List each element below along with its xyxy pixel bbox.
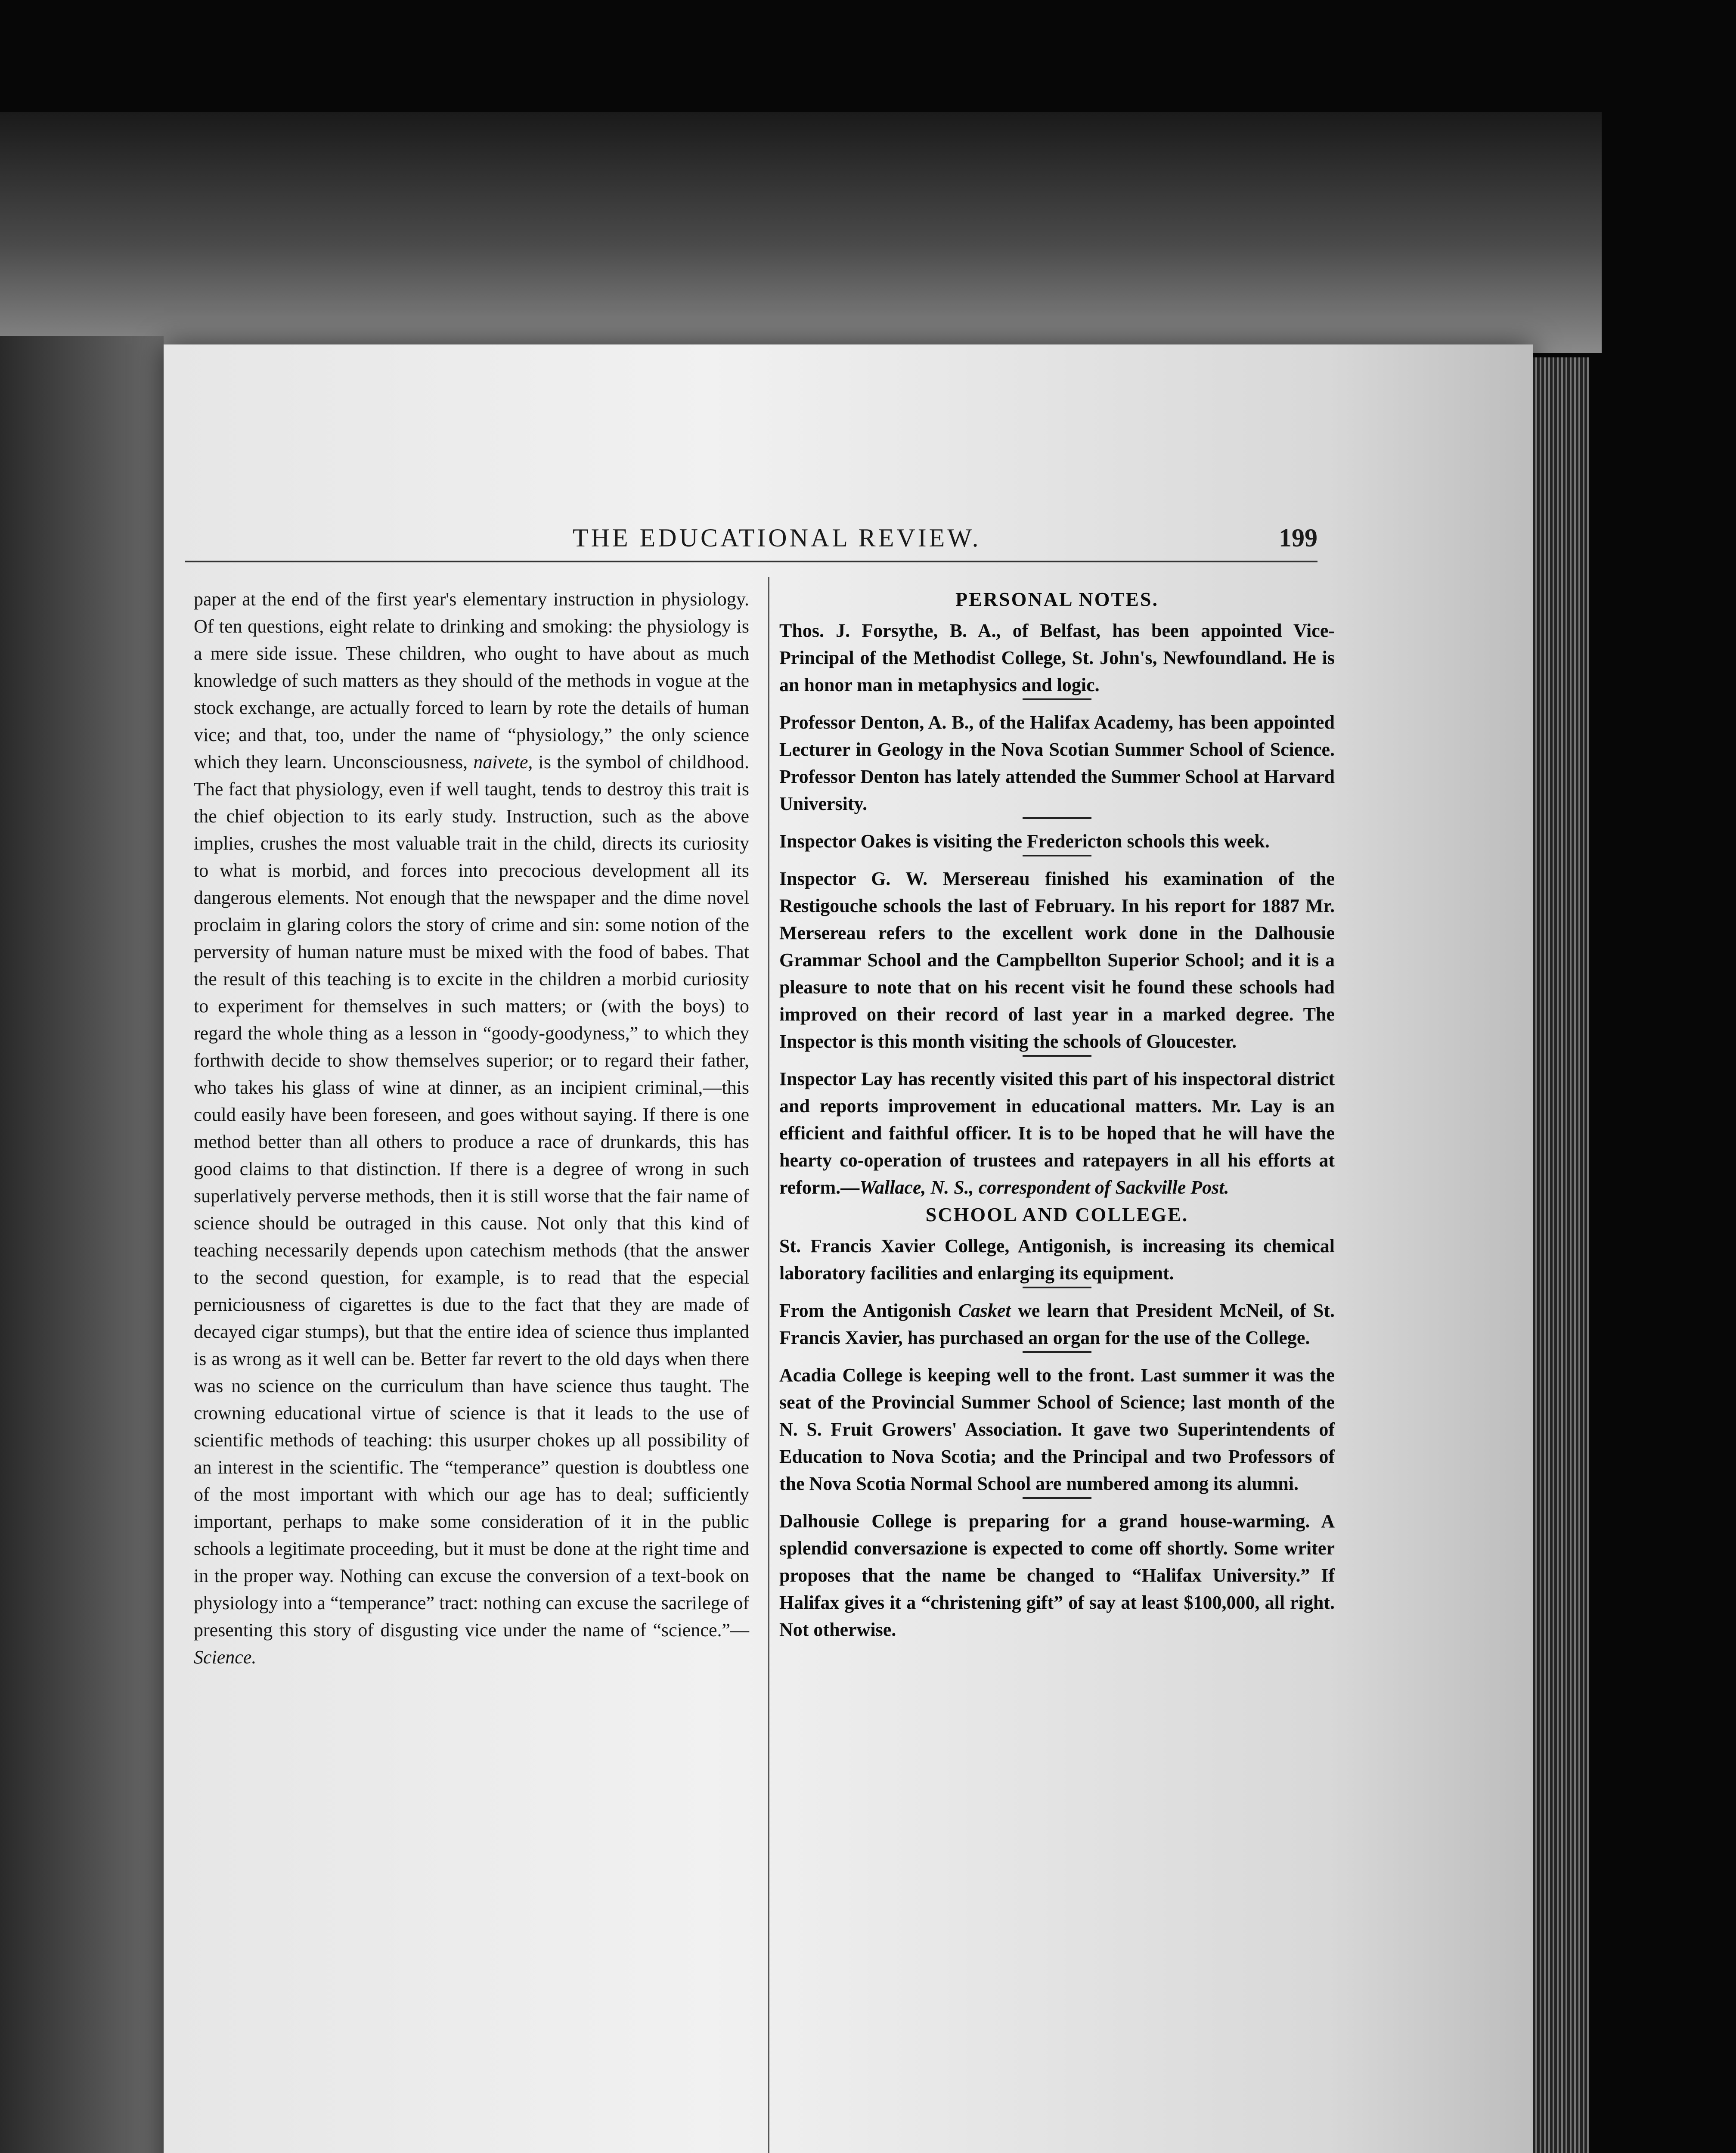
microfilm-border-left — [0, 336, 164, 2153]
section-title-personal-notes: PERSONAL NOTES. — [955, 588, 1159, 610]
personal-note: Inspector G. W. Mersereau finished his examination of the Restigouche schools the last of February. In his report for 1887 Mr. Mersereau refers to the excellent work done in the Dalhousie Grammar School and the Campbellton Superior School; and it is a pleasure to note that on his recent visit he found these schools had improved on their record of last year in a marked degree. The Inspector is this month visiting the schools of Gloucester. — [779, 868, 1335, 1052]
note-separator — [1023, 817, 1091, 819]
personal-note-text: Inspector Lay has recently visited this part of his inspectoral district and reports improvement in educational matters. Mr. Lay is an efficient and faithful officer. It is to be hoped that he will have the hearty co-operation of trustees and ratepayers in all his efforts at reform.— — [779, 1068, 1335, 1198]
section-title-school-and-college: SCHOOL AND COLLEGE. — [925, 1204, 1189, 1225]
college-note-italic-casket: Casket — [958, 1300, 1011, 1321]
article-continuation — [194, 586, 749, 1671]
article-source: Science. — [194, 1647, 257, 1668]
right-column — [779, 586, 1335, 1643]
note-separator — [1023, 1055, 1091, 1057]
personal-note-source: Wallace, N. S., correspondent of Sackville Post. — [859, 1177, 1229, 1198]
note-separator — [1023, 698, 1091, 700]
microfilm-border-top — [0, 112, 1602, 353]
college-note: St. Francis Xavier College, Antigonish, is increasing its chemical laboratory facilities and enlarging its equipment. — [779, 1235, 1335, 1284]
article-text-part-2: is the symbol of childhood. The fact that physiology, even if well taught, tends to destroy this trait is the chief objection to its early study. Instruction, such as the above implies, crushes the most valuable trait in the child, directs its curiosity to what is morbid, and forces into precocious development all its dangerous elements. Not enough that the newspaper and the dime novel proclaim in glaring colors the story of crime and sin: some notion of the perversity of human nature must be mixed with the food of babes. That the result of this teaching is to excite in the children a morbid curiosity to experiment for themselves in such matters; or (with the boys) to regard the whole thing as a lesson in “goody-goodyness,” to which they forthwith decide to show themselves superior; or to regard their father, who takes his glass of wine at dinner, as an incipient criminal,—this could easily have been foreseen, and goes without saying. If there is one method better than all others to produce a race of drunkards, this has good claims to that distinction. If there is a degree of wrong in such superlatively perverse methods, then it is still worse that the fair name of science should be outraged in this cause. Not only that this kind of teaching necessarily depends upon catechism methods (that the answer to the second question, for example, is to read that the especial perniciousness of cigarettes is due to the fact that they are made of decayed cigar stumps), but that the entire idea of science thus implanted is as wrong as it well can be. Better far revert to the old days when there was no science on the curriculum than have science thus taught. The crowning educational virtue of science is that it leads to the use of scientific methods of teaching: this usurper chokes up all possibility of an interest in the scientific. The “temperance” question is doubtless one of the most important with which our age has to deal; sufficiently important, perhaps to make some consideration of it in the public schools a legitimate proceeding, but it must be done at the right time and in the proper way. Nothing can excuse the conversion of a text-book on physiology into a “temperance” tract: nothing can excuse the sacrilege of presenting this story of disgusting vice under the name of “science.”— — [194, 751, 749, 1641]
personal-note: Professor Denton, A. B., of the Halifax Academy, has been appointed Lecturer in Geology in the Nova Scotian Summer School of Science. Professor Denton has lately attended the Summer School at Harvard University. — [779, 712, 1335, 814]
page-number: 199 — [1279, 524, 1318, 552]
college-note — [779, 1297, 1335, 1351]
running-head — [431, 523, 1318, 553]
college-note-text: From the Antigonish — [779, 1300, 951, 1321]
college-note: Acadia College is keeping well to the front. Last summer it was the seat of the Provincial Summer School of Science; last month of the N. S. Fruit Growers' Association. It gave two Superintendents of Education to Nova Scotia; and the Principal and two Professors of the Nova Scotia Normal School are numbered among its alumni. — [779, 1365, 1335, 1494]
personal-note: Inspector Oakes is visiting the Fredericton schools this week. — [779, 831, 1270, 852]
book-page-edges — [1533, 357, 1589, 2153]
college-note: Dalhousie College is preparing for a grand house-warming. A splendid conversazione is expected to come off shortly. Some writer proposes that the name be changed to “Halifax University.” If Halifax gives it a “christening gift” of say at least $100,000, all right. Not otherwise. — [779, 1511, 1335, 1640]
note-separator — [1023, 1351, 1091, 1353]
note-separator — [1023, 1497, 1091, 1499]
column-divider — [768, 577, 769, 2153]
college-note-text: we learn that President McNeil, of St. Francis Xavier, has purchased an organ for the use of the College. — [779, 1300, 1335, 1348]
personal-note — [779, 1065, 1335, 1201]
left-column — [194, 586, 749, 1671]
article-text-part-1: paper at the end of the first year's elementary instruction in physiology. Of ten questions, eight relate to drinking and smoking: the physiology is a mere side issue. These children, who ought to have about as much knowledge of such matters as they should of the methods in vogue at the stock exchange, are actually forced to learn by rote the details of human vice; and that, too, under the name of “physiology,” the only science which they learn. Unconsciousness, — [194, 589, 749, 772]
note-separator — [1023, 1287, 1091, 1288]
note-separator — [1023, 855, 1091, 856]
header-rule — [185, 561, 1318, 562]
article-text-italic-naivete: naivete, — [473, 751, 533, 772]
personal-note: Thos. J. Forsythe, B. A., of Belfast, has been appointed Vice-Principal of the Methodist College, St. John's, Newfoundland. He is an honor man in metaphysics and logic. — [779, 620, 1335, 695]
journal-title: THE EDUCATIONAL REVIEW. — [573, 524, 981, 552]
